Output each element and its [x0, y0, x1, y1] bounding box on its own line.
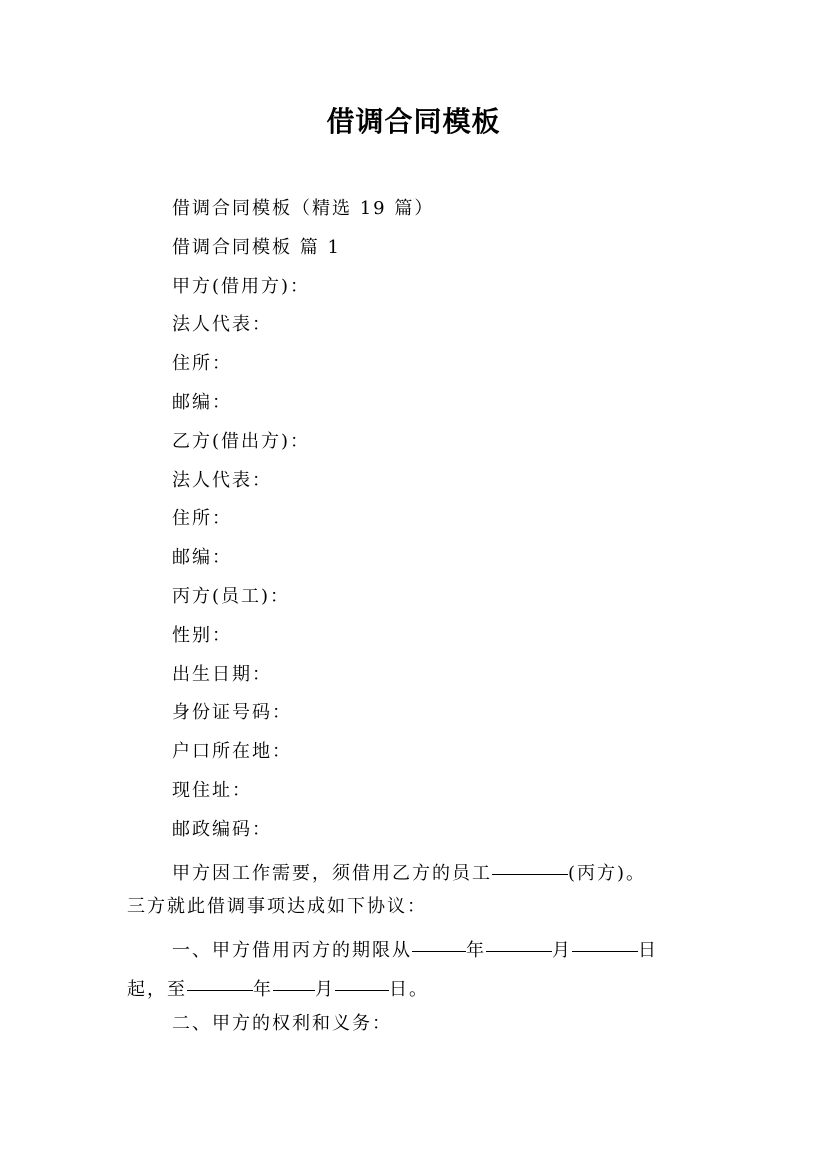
subtitle: 借调合同模板（精选 19 篇） — [172, 198, 435, 219]
party-b-address: 住所： — [172, 508, 232, 530]
party-c-birthdate: 出生日期： — [172, 663, 272, 685]
intro-text: 甲方因工作需要，须借用乙方的员工 — [172, 862, 492, 884]
section-heading: 借调合同模板 篇 1 — [172, 236, 341, 258]
party-a-postcode: 邮编： — [172, 391, 232, 413]
party-c-label: 丙方(员工)： — [172, 585, 291, 607]
party-c-household: 户口所在地： — [172, 741, 292, 763]
end-year-blank — [187, 966, 253, 991]
party-a-address: 住所： — [172, 353, 232, 375]
day-label: 日 — [638, 940, 658, 962]
document-body — [127, 190, 707, 1044]
party-c-current-address: 现住址： — [172, 779, 252, 801]
section-2-heading: 二、甲方的权利和义务： — [172, 1012, 392, 1034]
party-b-legal-rep: 法人代表： — [172, 469, 272, 491]
clause-1 — [127, 927, 707, 966]
clause-1-start: 起，至 — [127, 978, 187, 1000]
party-c-postcode: 邮政编码： — [172, 818, 272, 840]
month-label: 月 — [552, 940, 572, 962]
year-label: 年 — [466, 940, 486, 962]
employee-name-blank — [492, 850, 568, 875]
party-b-label: 乙方(借出方)： — [172, 430, 311, 452]
party-a-label: 甲方(借用方)： — [172, 275, 311, 297]
year-label-2: 年 — [253, 978, 273, 1000]
month-label-2: 月 — [315, 978, 335, 1000]
intro-text-end: (丙方)。 — [568, 862, 647, 884]
end-day-blank — [335, 966, 389, 991]
clause-1-cont — [127, 966, 707, 1005]
start-day-blank — [572, 927, 638, 952]
document-title: 借调合同模板 — [326, 105, 501, 138]
party-c-gender: 性别： — [172, 624, 232, 646]
party-b-postcode: 邮编： — [172, 547, 232, 569]
start-month-blank — [486, 927, 552, 952]
party-c-id-number: 身份证号码： — [172, 702, 292, 724]
paragraph-intro-cont: 三方就此借调事项达成如下协议： — [127, 896, 427, 918]
end-month-blank — [273, 966, 315, 991]
paragraph-intro — [127, 850, 707, 889]
clause-1-text: 一、甲方借用丙方的期限从 — [172, 940, 412, 962]
party-a-legal-rep: 法人代表： — [172, 314, 272, 336]
day-label-2: 日 — [389, 978, 409, 1000]
clause-1-end: 。 — [409, 978, 429, 1000]
start-year-blank — [412, 927, 466, 952]
